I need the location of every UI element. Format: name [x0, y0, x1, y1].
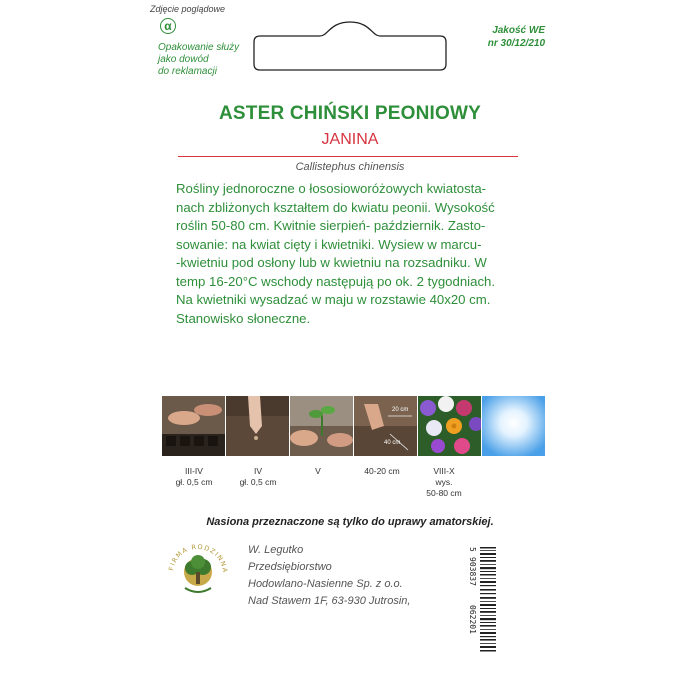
product-description — [176, 180, 534, 328]
logo-text: FIRMA RODZINNA — [167, 542, 230, 574]
packaging-note-line: jako dowód — [158, 54, 209, 65]
hanger-slot-icon — [250, 18, 450, 74]
caption-line: gł. 0,5 cm — [239, 477, 277, 487]
spacing-label: 20 cm — [392, 407, 409, 413]
alpha-circle-icon: α — [160, 18, 176, 34]
caption-line: 50-80 cm — [426, 488, 462, 498]
description-line: -kwietniu pod osłony lub w kwietniu na rozsadniku. W — [176, 255, 487, 270]
caption-line: V — [315, 466, 321, 476]
caption-step-1 — [162, 466, 226, 488]
variety-name: JANINA — [321, 131, 379, 148]
amateur-use-note: Nasiona przeznaczone są tylko do uprawy amatorskiej. — [206, 516, 494, 528]
cultivation-photo-strip — [162, 396, 546, 456]
illustrative-photo-note: Zdjęcie poglądowe — [150, 4, 226, 14]
caption-step-2 — [226, 466, 290, 488]
description-line: Rośliny jednoroczne o łososioworóżowych kwiatosta- — [176, 181, 487, 196]
caption-step-4 — [350, 466, 414, 477]
description-line: sowanie: na kwiat cięty i kwietniki. Wysiew w marcu- — [176, 236, 482, 252]
caption-line: III-IV — [185, 466, 203, 476]
barcode-digits: 5 — [468, 547, 477, 552]
caption-line: IV — [253, 466, 263, 476]
producer-line: Nad Stawem 1F, 63-930 Jutrosin, — [248, 595, 411, 607]
description-line: Stanowisko słoneczne. — [176, 310, 311, 326]
caption-line: gł. 0,5 cm — [175, 477, 213, 487]
divider — [178, 156, 518, 157]
caption-line: VIII-X — [433, 466, 455, 476]
packaging-note-line: Opakowanie służy — [158, 42, 240, 53]
flowers-photo-icon — [418, 396, 481, 456]
sun-photo-icon — [482, 396, 545, 456]
quality-line: Jakość WE — [492, 25, 545, 36]
alpha-quality-mark — [160, 18, 176, 34]
product-title: ASTER CHIŃSKI PEONIOWY — [219, 103, 481, 124]
family-company-logo-icon — [165, 538, 231, 604]
caption-step-5 — [412, 466, 476, 499]
caption-line: wys. — [435, 477, 453, 487]
description-line: temp 16-20°C wschody następują po ok. 2 tygodniach. — [176, 273, 496, 289]
description-line: nach zbliżonych kształtem do kwiatu peonii. Wysokość — [176, 199, 495, 215]
barcode-digits: 062201 — [468, 605, 477, 634]
producer-info — [248, 542, 410, 610]
packaging-note-line: do reklamacji — [158, 66, 217, 77]
producer-line: Hodowlano-Nasienne Sp. z o.o. — [248, 578, 403, 590]
caption-step-3 — [286, 466, 350, 477]
producer-line: W. Legutko — [248, 544, 304, 556]
sowing-ground-photo-icon — [226, 396, 289, 456]
barcode — [458, 545, 498, 657]
planting-spacing-photo-icon — [354, 396, 417, 456]
producer-line: Przedsiębiorstwo — [248, 561, 332, 573]
quality-line: nr 30/12/210 — [487, 38, 545, 49]
sowing-tray-photo-icon — [162, 396, 225, 456]
caption-line: 40-20 cm — [364, 466, 400, 476]
latin-name: Callistephus chinensis — [295, 161, 405, 173]
seedling-photo-icon — [290, 396, 353, 456]
packaging-note — [158, 42, 239, 78]
description-line: roślin 50-80 cm. Kwitnie sierpień- październik. Zasto- — [176, 218, 486, 233]
quality-note — [488, 24, 545, 50]
spacing-label: 40 cm — [384, 440, 401, 446]
description-line: Na kwietniki wysadzać w maju w rozstawie 40x20 cm. — [176, 292, 491, 307]
barcode-digits: 903837 — [468, 557, 477, 586]
